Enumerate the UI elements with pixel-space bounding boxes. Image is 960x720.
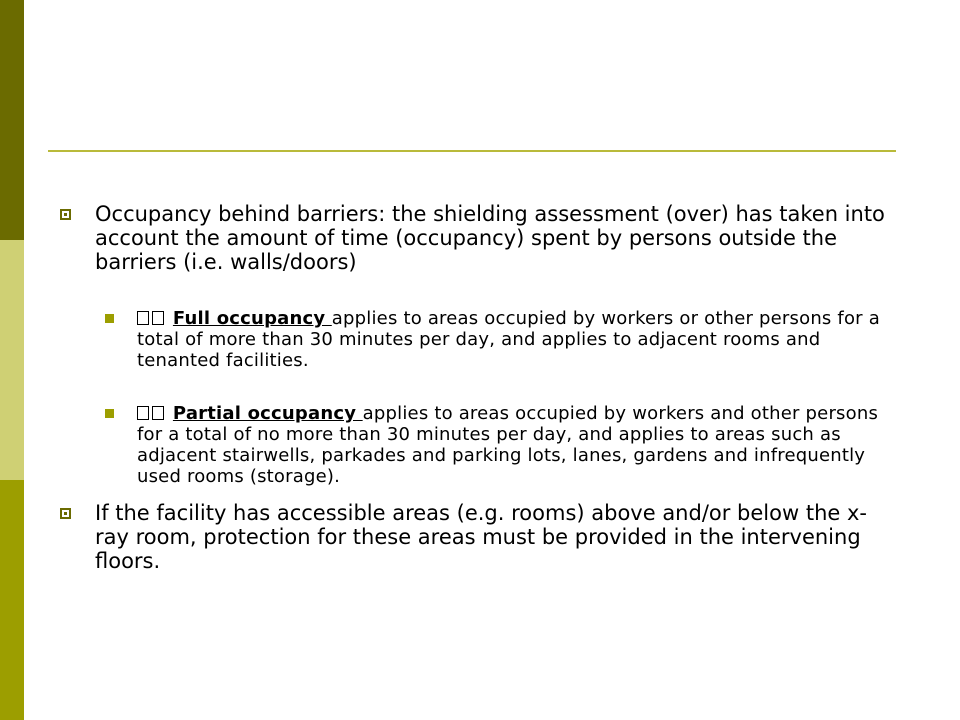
bullet-accessible-areas — [60, 501, 900, 573]
square-bullet-icon — [60, 209, 71, 220]
missing-glyph-box-icon — [137, 311, 149, 325]
bullet-occupancy-behind-barriers — [60, 202, 900, 274]
sub-bullet-text: applies to areas occupied by workers and other persons for a total of no more than 30 minutes per day, and applies to areas such as adjacent stairwells, parkades and parking lots, lanes, gardens and infrequently used rooms (storage). — [137, 403, 879, 487]
sub-bullet-partial-occupancy — [102, 403, 900, 487]
sidebar-accent-bottom — [0, 480, 24, 720]
sidebar-accent-middle — [0, 240, 24, 480]
sidebar-accent-top — [0, 0, 24, 240]
square-bullet-icon — [60, 508, 71, 519]
sub-bullet-full-occupancy — [102, 308, 900, 371]
bullet-text: Occupancy behind barriers: the shielding assessment (over) has taken into account the amount of time (occupancy) spent by persons outside the barriers (i.e. walls/doors) — [95, 202, 885, 274]
term-full-occupancy: Full occupancy — [172, 308, 332, 329]
filled-square-bullet-icon — [105, 409, 114, 418]
bullet-text: If the facility has accessible areas (e.g. rooms) above and/or below the x-ray room, protection for these areas must be provided in the intervening floors. — [95, 501, 867, 573]
missing-glyph-box-icon — [152, 406, 164, 420]
missing-glyph-box-icon — [137, 406, 149, 420]
filled-square-bullet-icon — [105, 314, 114, 323]
missing-glyph-box-icon — [152, 311, 164, 325]
term-partial-occupancy: Partial occupancy — [172, 403, 363, 424]
slide-body — [60, 202, 900, 573]
title-divider-rule — [48, 150, 896, 152]
sub-bullet-text: applies to areas occupied by workers or other persons for a total of more than 30 minutes per day, and applies to adjacent rooms and tenanted facilities. — [137, 308, 880, 371]
